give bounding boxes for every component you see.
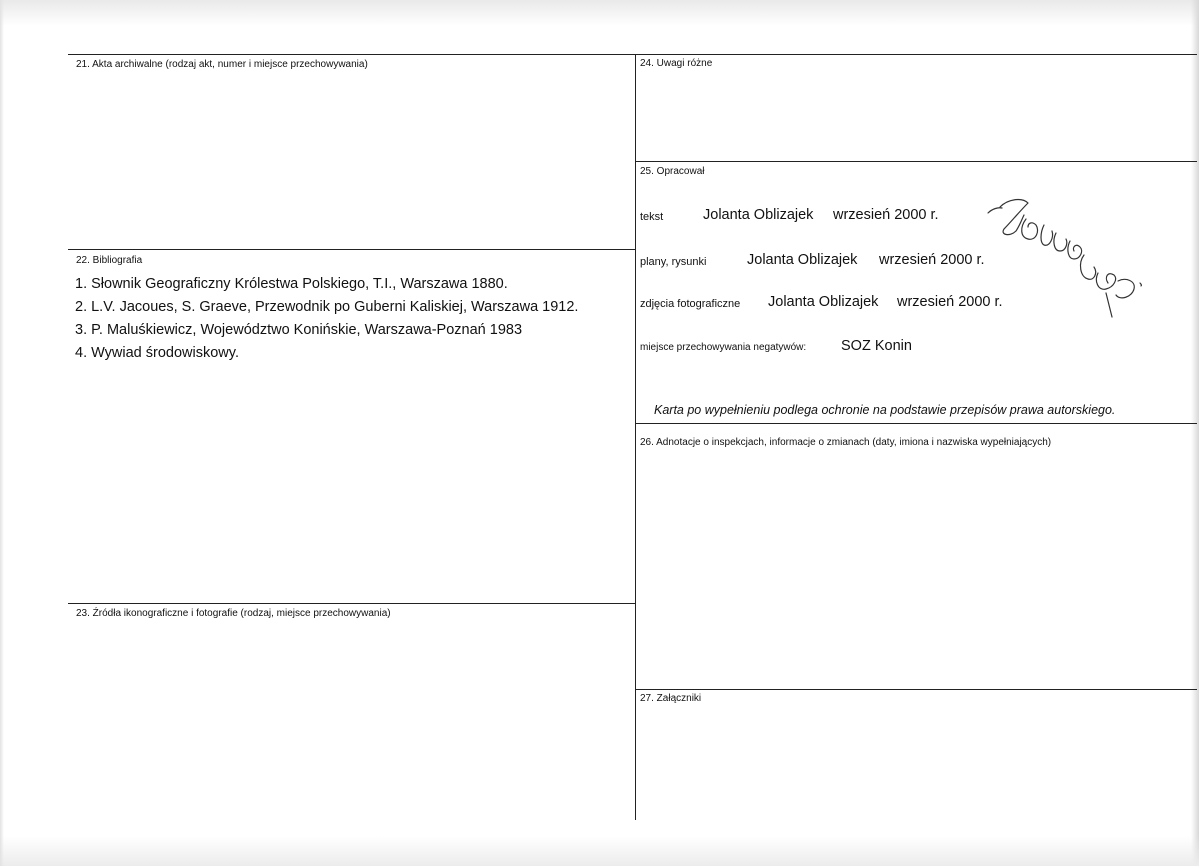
section-26-label: 26. Adnotacje o inspekcjach, informacje o zmianach (daty, imiona i nazwiska wypełniających)	[640, 437, 1052, 448]
bibliography-list	[75, 273, 578, 365]
section-27-label: 27. Załączniki	[640, 693, 702, 704]
top-rule	[68, 54, 1197, 55]
tekst-label: tekst	[640, 211, 664, 223]
tekst-date: wrzesień 2000 r.	[833, 207, 939, 223]
zdjecia-label: zdjęcia fotograficzne	[640, 298, 741, 310]
tekst-author: Jolanta Oblizajek	[703, 207, 814, 223]
negatywy-label: miejsce przechowywania negatywów:	[640, 342, 807, 353]
rule-26-top	[635, 423, 1197, 424]
scan-edge-right	[1191, 0, 1199, 866]
section-25-label: 25. Opracował	[640, 166, 705, 177]
scan-edge-bottom	[0, 836, 1199, 866]
bibliography-item: 2. L.V. Jacoues, S. Graeve, Przewodnik po Guberni Kaliskiej, Warszawa 1912.	[75, 299, 579, 315]
plany-author: Jolanta Oblizajek	[747, 252, 858, 268]
section-23-label: 23. Źródła ikonograficzne i fotografie (rodzaj, miejsce przechowywania)	[76, 608, 391, 619]
zdjecia-author: Jolanta Oblizajek	[768, 294, 879, 310]
bibliography-item: 1. Słownik Geograficzny Królestwa Polskiego, T.I., Warszawa 1880.	[75, 276, 508, 292]
scan-edge-top	[0, 0, 1199, 26]
rule-22-top	[68, 249, 635, 250]
rule-27-top	[635, 689, 1197, 690]
center-divider	[635, 54, 636, 820]
bibliography-item: 4. Wywiad środowiskowy.	[75, 345, 239, 361]
plany-date: wrzesień 2000 r.	[879, 252, 985, 268]
section-21-label: 21. Akta archiwalne (rodzaj akt, numer i miejsce przechowywania)	[76, 59, 368, 70]
copyright-note: Karta po wypełnieniu podlega ochronie na podstawie przepisów prawa autorskiego.	[654, 403, 1116, 417]
bibliography-item: 3. P. Maluśkiewicz, Województwo Konińskie, Warszawa-Poznań 1983	[75, 322, 523, 338]
section-24-label: 24. Uwagi różne	[640, 58, 713, 69]
zdjecia-date: wrzesień 2000 r.	[897, 294, 1003, 310]
negatywy-value: SOZ Konin	[841, 338, 912, 354]
section-22-label: 22. Bibliografia	[76, 255, 143, 266]
scan-edge-left	[0, 0, 4, 866]
rule-23-top	[68, 603, 635, 604]
plany-label: plany, rysunki	[640, 256, 707, 268]
rule-25-top	[635, 161, 1197, 162]
handwritten-signature	[980, 185, 1150, 320]
